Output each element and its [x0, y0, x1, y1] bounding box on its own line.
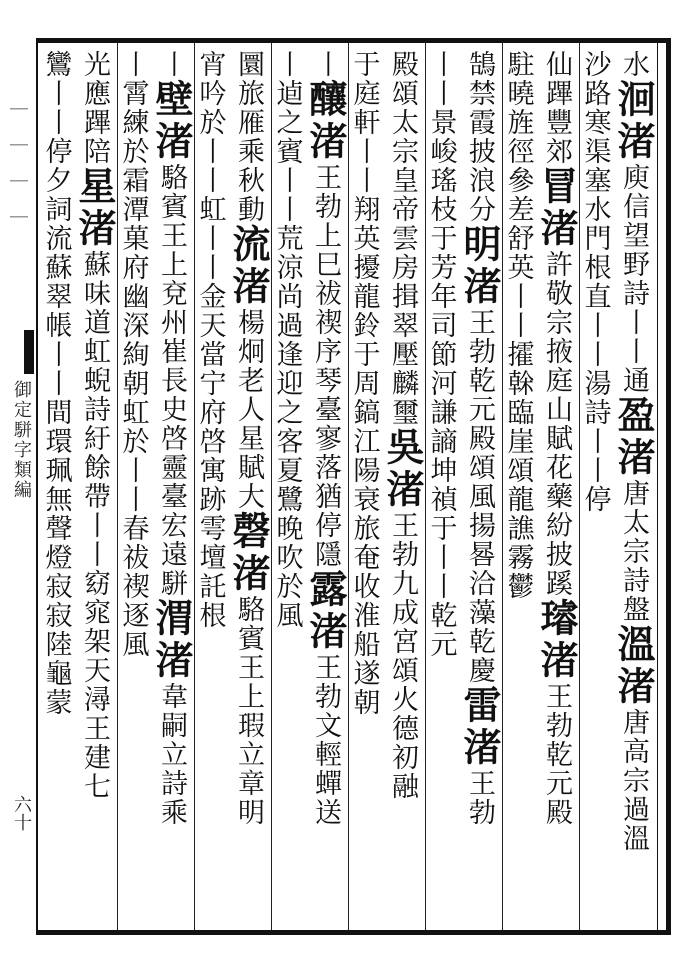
text-column — [380, 50, 426, 928]
text-segment: 許敬宗掖庭山賦花藥紛披蹊 — [541, 250, 572, 598]
headword-char: 渭 — [149, 598, 194, 640]
column-divider — [502, 43, 503, 930]
text-segment: 虹丨丨金天當宁 — [194, 195, 226, 398]
text-segment: 于芳年司節河謙謪坤禎于丨丨 — [425, 224, 457, 601]
text-segment: 頌龍譙霧鬱 — [502, 456, 534, 601]
margin-title: 御定駢字類編 — [11, 380, 32, 500]
text-column — [457, 50, 503, 928]
text-column — [611, 50, 657, 928]
headword-char: 洄 — [611, 79, 656, 121]
text-segment: 仙蹕豐郊 — [541, 50, 572, 166]
frame-top-border — [36, 38, 670, 43]
text-segment: 根直丨丨 — [579, 253, 611, 369]
text-column — [348, 50, 387, 928]
text-segment: 夕詞流蘇翠帳丨丨間環珮無聲燈寂寂陸龜蒙 — [40, 166, 72, 717]
text-segment: 府啓寓跡雩壇託根 — [194, 398, 226, 630]
text-segment: 圜旅雁乘秋動 — [233, 50, 264, 224]
text-segment: 庾信望野詩丨丨通 — [618, 163, 649, 395]
headword-char: 渚 — [226, 553, 271, 595]
text-segment: 王勃乾元殿頌風揚晷洽藻乾慶 — [464, 308, 495, 685]
headword-char: 雷 — [457, 685, 502, 727]
text-segment: 宵吟於丨丨 — [194, 50, 226, 195]
text-segment: 湯詩丨丨停 — [579, 369, 611, 514]
headword-char: 渚 — [149, 121, 194, 163]
text-segment: 鵠禁霞披浪分 — [464, 50, 495, 224]
headword-char: 釀 — [303, 79, 348, 121]
column-divider — [579, 43, 580, 930]
headword-char: 渚 — [534, 208, 579, 250]
text-segment: 王勃文輕蟬送 — [310, 653, 341, 827]
text-segment: 丨 — [156, 50, 187, 79]
column-divider — [194, 43, 195, 930]
headword-char: 渚 — [611, 666, 656, 708]
text-segment: 丨 — [310, 50, 341, 79]
text-segment: 春祓禊逐風 — [117, 514, 149, 659]
column-divider — [271, 43, 272, 930]
headword-char: 露 — [303, 569, 348, 611]
headword-char: 渚 — [457, 727, 502, 769]
text-segment: 水 — [618, 50, 649, 79]
text-segment: 王勃 — [464, 769, 495, 827]
text-segment: 江陽衰旅奄收淮船遂朝 — [348, 427, 380, 717]
text-segment: 夏鷺晚吹於風 — [271, 456, 303, 630]
text-segment: 王勃乾元殿 — [541, 682, 572, 827]
text-column — [194, 50, 233, 928]
text-column — [72, 50, 118, 928]
headword-char: 吳 — [380, 427, 425, 469]
headword-char: 冒 — [534, 166, 579, 208]
frame-right-border — [666, 38, 671, 935]
headword-char: 渚 — [611, 121, 656, 163]
headword-char: 磬 — [226, 511, 271, 553]
text-segment: 沙路寒渠塞水門 — [579, 50, 611, 253]
headword-char: 渚 — [149, 640, 194, 682]
headword-char: 明 — [457, 224, 502, 266]
text-column — [303, 50, 349, 928]
text-segment: 駐曉旌 — [502, 50, 534, 137]
text-column — [534, 50, 580, 928]
text-segment: 霄練於霜潭菓府幽深絢朝虹於丨丨 — [117, 79, 149, 514]
column-divider — [348, 43, 349, 930]
headword-char: 渚 — [303, 611, 348, 653]
text-column — [502, 50, 541, 928]
text-segment: 于庭軒丨丨翔英擾龍鈴于周鎬 — [348, 50, 380, 427]
margin-folio: 六十 — [11, 795, 32, 831]
headword-char: 溫 — [611, 624, 656, 666]
headword-char: 星 — [72, 166, 117, 208]
text-column — [579, 50, 618, 928]
column-divider — [425, 43, 426, 930]
text-column — [40, 50, 79, 928]
text-segment: 韋嗣立詩乘 — [156, 682, 187, 827]
text-segment: 楊炯老人星賦大 — [233, 308, 264, 511]
text-segment: 丨 — [271, 50, 303, 79]
headword-char: 渚 — [534, 640, 579, 682]
headword-char: 渚 — [380, 469, 425, 511]
headword-char: 渚 — [226, 266, 271, 308]
text-column — [271, 50, 310, 928]
text-segment: 逌之賓丨丨荒涼尚過逢迎之客 — [271, 79, 303, 456]
text-segment: 徑參差舒英丨丨攉榦臨崖 — [502, 137, 534, 456]
headword-char: 渚 — [72, 208, 117, 250]
text-segment: 殿頌太宗皇帝雲房揖翠壓麟璽 — [387, 50, 418, 427]
text-segment: 蘇味道虹蜺詩紆餘帶丨丨窈窕架天潯王建七 — [79, 250, 110, 801]
text-segment: 王勃上巳祓禊序琴臺寥落猶停隱 — [310, 163, 341, 569]
column-divider — [117, 43, 118, 930]
text-column — [226, 50, 272, 928]
text-segment: 鸞丨丨停 — [40, 50, 72, 166]
headword-char: 盈 — [611, 395, 656, 437]
headword-char: 渚 — [303, 121, 348, 163]
margin-marks: ｜｜｜｜ — [7, 100, 28, 244]
text-segment: 乾元 — [425, 601, 457, 659]
text-segment: 駱賓王上兗州崔長史啓靈臺宏遠駢 — [156, 163, 187, 598]
text-column — [117, 50, 156, 928]
text-segment: 丨丨景峻瑤枝 — [425, 50, 457, 224]
frame-bottom-border — [36, 930, 670, 935]
text-segment: 王勃九成宮頌火德初融 — [387, 511, 418, 801]
text-segment: 丨 — [117, 50, 149, 79]
text-segment: 唐高宗過溫 — [618, 708, 649, 853]
frame-right-inner-line — [657, 38, 658, 935]
headword-char: 渚 — [457, 266, 502, 308]
text-segment: 駱賓王上瑕立章明 — [233, 595, 264, 827]
headword-char: 璿 — [534, 598, 579, 640]
text-column — [425, 50, 464, 928]
headword-char: 流 — [226, 224, 271, 266]
text-column — [149, 50, 195, 928]
text-segment: 光應蹕陪 — [79, 50, 110, 166]
headword-char: 渚 — [611, 437, 656, 479]
page-margin — [0, 40, 36, 935]
headword-char: 壁 — [149, 79, 194, 121]
text-segment: 唐太宗詩盤 — [618, 479, 649, 624]
